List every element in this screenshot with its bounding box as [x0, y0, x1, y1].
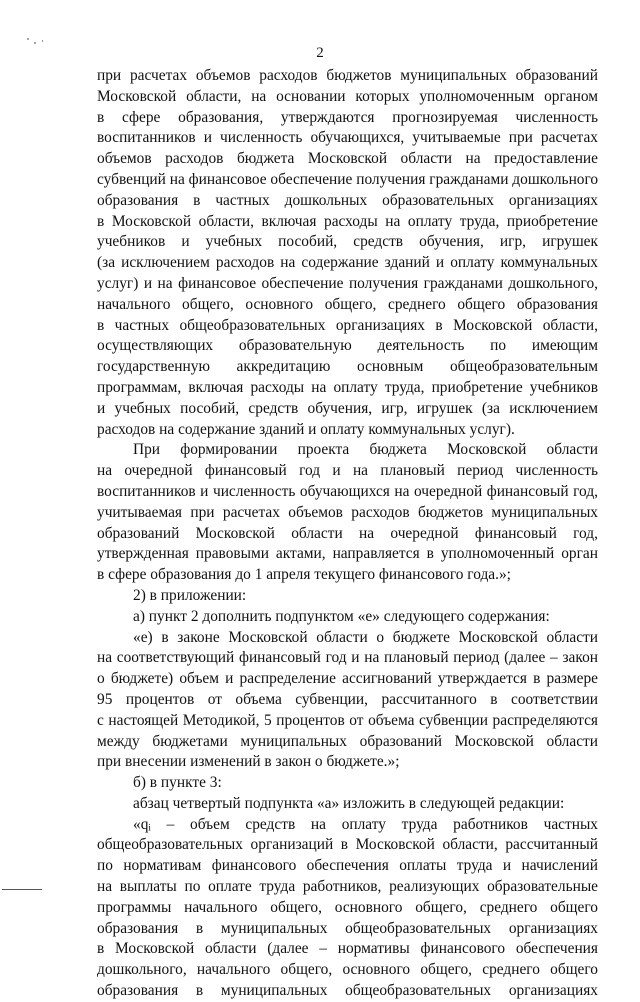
text-line: 2) в приложении: — [133, 586, 247, 604]
text-line: программам, включая расходы на оплату труда, приобретение учебников — [97, 378, 598, 396]
scan-edge-line — [2, 889, 42, 890]
text-line: общеобразовательных организаций в Московской области, рассчитанный — [97, 836, 598, 854]
text-line: и учебных пособий, средств обучения, игр, игрушек (за исключением — [97, 399, 598, 417]
text-line: а) пункт 2 дополнить подпунктом «е» следующего содержания: — [133, 607, 550, 625]
text-line: при расчетах объемов расходов бюджетов муниципальных образований — [97, 67, 598, 84]
text-line: образования в муниципальных общеобразовательных организациях — [97, 919, 598, 937]
text-line: на очередной финансовый год и на плановый период численность — [97, 462, 598, 480]
text-line: учитываемая при расчетах объемов расходов бюджетов муниципальных — [97, 503, 598, 521]
text-line: услуг) и на финансовое обеспечение получения гражданами дошкольного, — [97, 274, 598, 292]
text-line: учебников и учебных пособий, средств обучения, игр, игрушек — [97, 233, 598, 251]
text-line: «е) в законе Московской области о бюджете Московской области — [133, 628, 598, 646]
document-body — [97, 66, 598, 1002]
text-line: с настоящей Методикой, 5 процентов от объема субвенции распределяются — [97, 711, 598, 729]
scan-speck — [34, 42, 36, 44]
text-line: на соответствующий финансовый год и на плановый период (далее – закон — [97, 649, 598, 667]
text-line: о бюджете) объем и распределение ассигнований утверждается в размере — [97, 670, 598, 688]
text-line: б) в пункте 3: — [133, 774, 222, 792]
text-line: (за исключением расходов на содержание зданий и оплату коммунальных — [97, 254, 598, 272]
text-line: между бюджетами муниципальных образований Московской области — [97, 732, 598, 750]
text-line: «qᵢ – объем средств на оплату труда работников частных — [133, 815, 598, 833]
text-line: программы начального общего, основного общего, среднего общего — [97, 898, 598, 916]
text-line: в частных общеобразовательных организациях в Московской области, — [97, 316, 598, 334]
page-number: 2 — [316, 45, 324, 61]
text-line: абзац четвертый подпункта «а» изложить в следующей редакции: — [133, 794, 565, 812]
text-line: начального общего, основного общего, среднего общего образования — [97, 295, 598, 313]
text-line: дошкольного, начального общего, основного общего, среднего общего — [97, 961, 598, 979]
text-line: в Московской области, включая расходы на оплату труда, приобретение — [97, 212, 598, 230]
text-line: по нормативам финансового обеспечения оплаты труда и начислений — [97, 857, 598, 875]
text-line: субвенций на финансовое обеспечение получения гражданами дошкольного — [97, 170, 598, 188]
scan-speck — [27, 38, 29, 40]
text-line: Московской области, на основании которых уполномоченным органом — [97, 87, 598, 105]
text-line: утвержденная правовыми актами, направляется в уполномоченный орган — [97, 545, 598, 563]
text-line: образования в муниципальных общеобразовательных организациях — [97, 982, 598, 1000]
text-line: образований Московской области на очередной финансовый год, — [97, 524, 598, 542]
text-line: в сфере образования, утверждаются прогнозируемая численность — [97, 108, 598, 126]
text-line: воспитанников и численность обучающихся, учитываемые при расчетах — [97, 129, 598, 147]
text-line: при внесении изменений в закон о бюджете.»; — [97, 753, 400, 771]
text-line: При формировании проекта бюджета Московской области — [133, 441, 598, 459]
text-line: воспитанников и численность обучающихся на очередной финансовый год, — [97, 482, 598, 500]
text-line: осуществляющих образовательную деятельность по имеющим — [97, 337, 598, 355]
text-line: в сфере образования до 1 апреля текущего финансового года.»; — [97, 566, 511, 584]
scan-speck — [42, 40, 43, 42]
text-line: объемов расходов бюджета Московской области на предоставление — [97, 150, 598, 168]
text-line: 95 процентов от объема субвенции, рассчитанного в соответствии — [97, 690, 598, 708]
text-line: в Московской области (далее – нормативы финансового обеспечения — [97, 940, 598, 958]
text-line: на выплаты по оплате труда работников, реализующих образовательные — [97, 878, 598, 896]
text-line: расходов на содержание зданий и оплату коммунальных услуг). — [97, 420, 515, 438]
text-line: государственную аккредитацию основным общеобразовательным — [97, 358, 598, 376]
text-line: образования в частных дошкольных образовательных организациях — [97, 191, 598, 209]
